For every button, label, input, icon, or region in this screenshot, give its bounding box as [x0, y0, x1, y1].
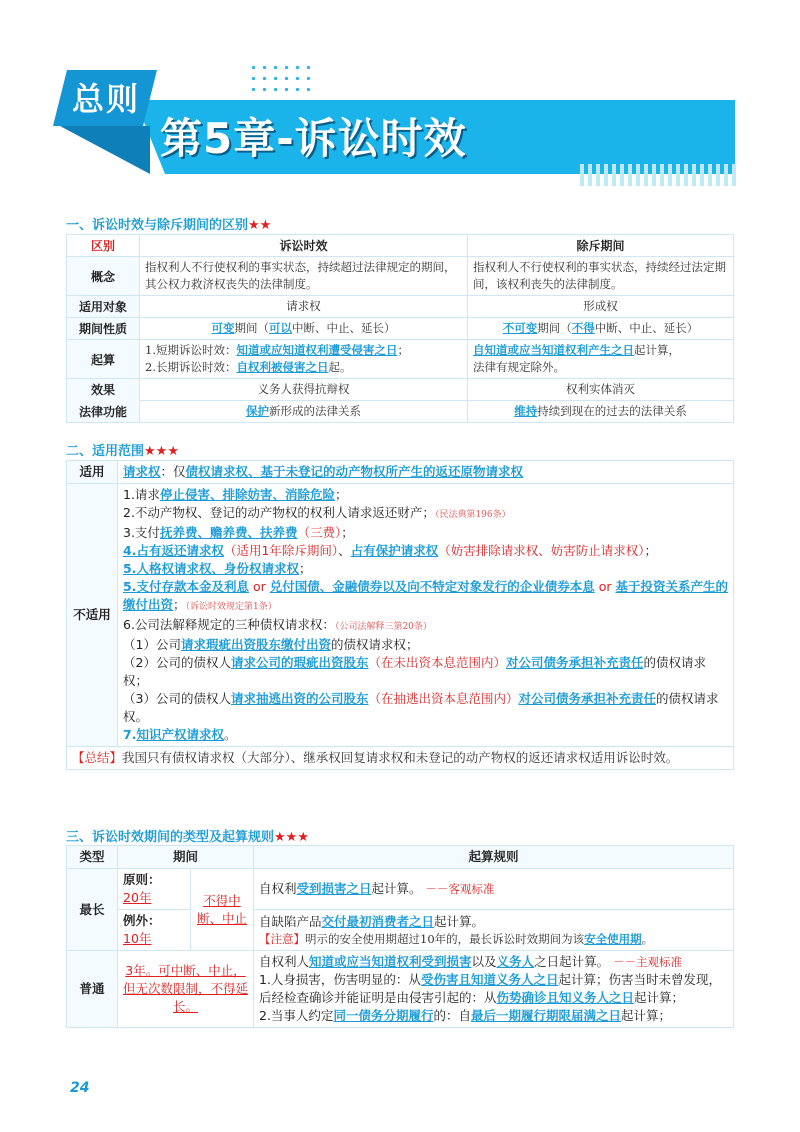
table-row [67, 340, 734, 379]
cell: 请求权 [140, 296, 468, 318]
cell: 自权利人知道或应当知道权利受到损害以及义务人之日起计算。 －－主观标准 1.人身损害，伤害明显的：从受伤害且知道义务人之日起计算；伤害当时未曾发现，后经检查确诊并能证明是由侵害引起的：从伤势确诊且知义务人之日起计算； 2.当事人约定同一债务分期履行的：自最后一期履行期限届满之日起计算； [254, 951, 734, 1028]
chapter-title: 第5章-诉讼时效 [160, 114, 467, 163]
header-col-b: 除斥期间 [468, 235, 734, 257]
cell: 形成权 [468, 296, 734, 318]
header-label: 区别 [67, 235, 140, 257]
header-type: 类型 [67, 846, 118, 869]
table-row [67, 846, 734, 869]
table-row [67, 401, 734, 423]
row-label: 普通 [67, 951, 118, 1028]
cell: 3年。可中断、中止，但无次数限制，不得延长。 [118, 951, 254, 1028]
summary-cell [67, 747, 734, 770]
row-label: 概念 [67, 257, 140, 296]
table-row [67, 910, 734, 951]
scope-table [66, 460, 734, 770]
cell: 维持持续到现在的过去的法律关系 [468, 401, 734, 423]
row-label: 适用对象 [67, 296, 140, 318]
row-label: 最长 [67, 869, 118, 951]
cell: 原则： 20年 [118, 869, 191, 910]
cell: 例外： 10年 [118, 910, 191, 951]
row-label: 起算 [67, 340, 140, 379]
cell: 1.短期诉讼时效：知道或应知道权利遭受侵害之日； 2.长期诉讼时效：自权利被侵害之日起。 [140, 340, 468, 379]
dot-pattern-decoration [248, 62, 318, 98]
cell: 权利实体消灭 [468, 379, 734, 401]
header-rule: 起算规则 [254, 846, 734, 869]
header-col-a: 诉讼时效 [140, 235, 468, 257]
row-label: 法律功能 [67, 401, 140, 423]
section3-title: 三、诉讼时效期间的类型及起算规则★★★ [66, 830, 309, 845]
summary-text: 我国只有债权请求权（大部分）、继承权回复请求权和未登记的动产物权的返还请求权适用诉讼时效。 [122, 750, 679, 765]
cell: 可变期间（可以中断、中止、延长） [140, 318, 468, 340]
row-label: 不适用 [67, 484, 118, 747]
table-row [67, 461, 734, 484]
table-row [67, 869, 734, 910]
cell: 不得中断、中止 [191, 869, 254, 951]
cell: 保护新形成的法律关系 [140, 401, 468, 423]
part-tag: 总则 [72, 80, 141, 118]
header-period: 期间 [118, 846, 254, 869]
table-row [67, 257, 734, 296]
table-row [67, 951, 734, 1028]
summary-label: 【总结】 [72, 750, 123, 765]
section1-title: 一、诉讼时效与除斥期间的区别★★ [66, 218, 272, 233]
cell: 自知道或应当知道权利产生之日起计算， 法律有规定除外。 [468, 340, 734, 379]
cell: 义务人获得抗辩权 [140, 379, 468, 401]
table-row [67, 318, 734, 340]
row-label: 效果 [67, 379, 140, 401]
cell: 请求权：仅债权请求权、基于未登记的动产物权所产生的返还原物请求权 [118, 461, 734, 484]
cell: 指权利人不行使权利的事实状态，持续超过法律规定的期间，其公权力救济权丧失的法律制度。 [140, 257, 468, 296]
banner-fold-decoration [60, 126, 150, 174]
page-number: 24 [70, 1080, 90, 1096]
row-label: 期间性质 [67, 318, 140, 340]
comparison-table [66, 234, 734, 423]
cell: 自缺陷产品交付最初消费者之日起计算。 【注意】明示的安全使用期超过10年的，最长诉讼时效期间为该安全使用期。 [254, 910, 734, 951]
section2-title: 二、适用范围★★★ [66, 444, 179, 459]
cell: 自权利受到损害之日起计算。 －－客观标准 [254, 869, 734, 910]
table-row [67, 296, 734, 318]
table-row [67, 747, 734, 770]
row-label: 适用 [67, 461, 118, 484]
cell: 不可变期间（不得中断、中止、延长） [468, 318, 734, 340]
table-row [67, 235, 734, 257]
cell: 指权利人不行使权利的事实状态，持续经过法定期间，该权利丧失的法律制度。 [468, 257, 734, 296]
table-row [67, 484, 734, 747]
period-table [66, 845, 734, 1028]
cell: 1.请求停止侵害、排除妨害、消除危险； 2.不动产物权、登记的动产物权的权利人请求返还财产；（民法典第196条） 3.支付抚养费、赡养费、扶养费（三费）； 4.占有返还请求权（适用1年除斥期间）、占有保护请求权（妨害排除请求权、妨害防止请求权）； 5.人格权请求权、身份权请求权； 5.支付存款本金及利息 or 兑付国债、金融债券以及向不特定对象发行的企业债券本息 or 基于投资关系产生的缴付出资；（诉讼时效规定第1条） 6.公司法解释规定的三种债权请求权：（公司法解释三第20条） （1）公司请求瑕疵出资股东缴付出资的债权请求权； （2）公司的债权人请求公司的瑕疵出资股东（在未出资本息范围内）对公司债务承担补充责任的债权请求权； （3）公司的债权人请求抽逃出资的公司股东（在抽逃出资本息范围内）对公司债务承担补充责任的债权请求权。 7.知识产权请求权。 [118, 484, 734, 747]
stripe-decoration [580, 164, 740, 186]
table-row [67, 379, 734, 401]
